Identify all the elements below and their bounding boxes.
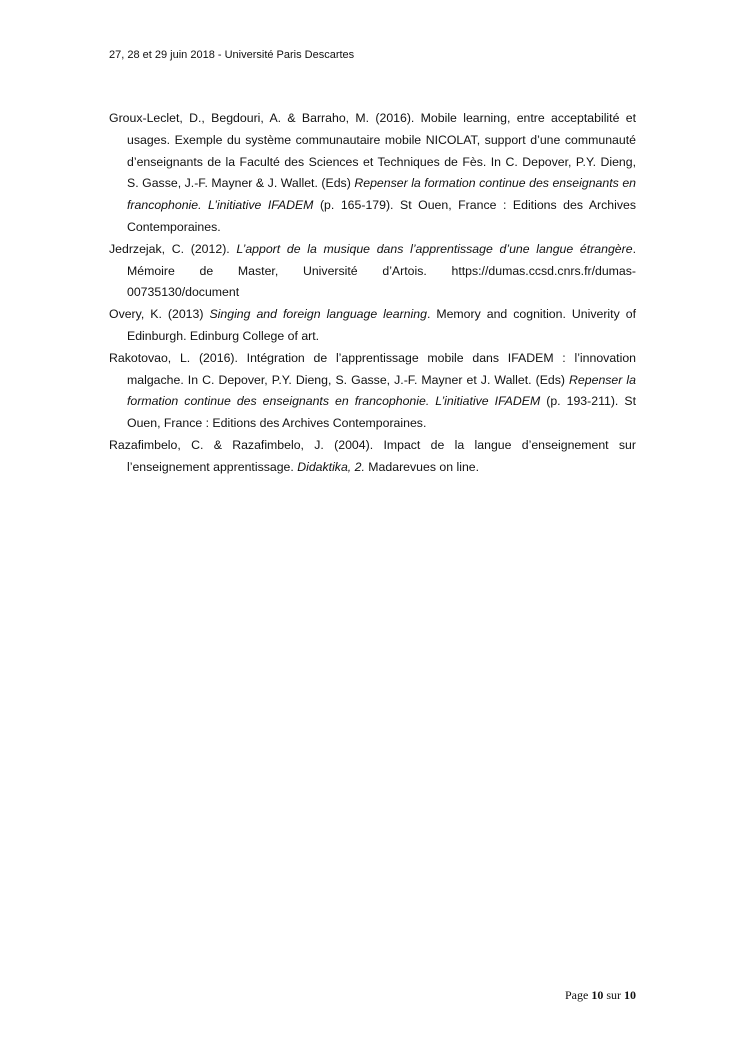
reference-title: Didaktika, 2.	[297, 459, 365, 474]
reference-item	[109, 108, 636, 239]
reference-item	[109, 435, 636, 479]
page-footer	[565, 988, 636, 1003]
reference-text: . Memory and cognition. Univerity of Edinburgh. Edinburg College of art.	[127, 307, 636, 343]
reference-text: . Mémoire de Master, Université d’Artois. https://dumas.ccsd.cnrs.fr/dumas-00735130/document	[127, 241, 636, 300]
reference-title: Singing and foreign language learning	[209, 307, 427, 322]
page-header: 27, 28 et 29 juin 2018 - Université Paris Descartes	[109, 49, 355, 61]
reference-text: (p. 165-179). St Ouen, France : Editions des Archives Contemporaines.	[127, 198, 636, 234]
page-label: Page	[565, 988, 589, 1002]
reference-text: Razafimbelo, C. & Razafimbelo, J. (2004). Impact de la langue d’enseignement sur l’enseignement apprentissage.	[109, 437, 636, 474]
reference-text: Overy, K. (2013)	[109, 307, 210, 322]
total-pages: 10	[624, 988, 636, 1002]
reference-title: Repenser la formation continue des enseignants en francophonie. L’initiative IFADEM	[127, 176, 637, 213]
reference-item	[109, 239, 636, 304]
reference-title: L’apport de la musique dans l’apprentissage d’une langue étrangère	[236, 241, 633, 256]
reference-text: Groux-Leclet, D., Begdouri, A. & Barraho, M. (2016). Mobile learning, entre acceptabilité et usages. Exemple du système communautaire mobile NICOLAT, support d’une communauté d’enseignants de la Faculté des Sciences et Techniques de Fès. In C. Depover, P.Y. Dieng, S. Gasse, J.-F. Mayner & J. Wallet. (Eds)	[109, 111, 636, 191]
reference-text: Rakotovao, L. (2016). Intégration de l’apprentissage mobile dans IFADEM : l’innovation malgache. In C. Depover, P.Y. Dieng, S. Gasse, J.-F. Mayner et J. Wallet. (Eds)	[109, 350, 636, 387]
reference-item	[109, 304, 636, 348]
reference-text: (p. 193-211). St Ouen, France : Editions des Archives Contemporaines.	[127, 394, 637, 431]
reference-item	[109, 348, 636, 435]
reference-list	[109, 108, 636, 479]
reference-title: Repenser la formation continue des enseignants en francophonie. L’initiative IFADEM	[127, 372, 636, 409]
reference-text: Madarevues on line.	[364, 459, 480, 474]
reference-text: Jedrzejak, C. (2012).	[109, 241, 237, 256]
of-label: sur	[606, 988, 621, 1002]
page-number: 10	[591, 988, 604, 1002]
